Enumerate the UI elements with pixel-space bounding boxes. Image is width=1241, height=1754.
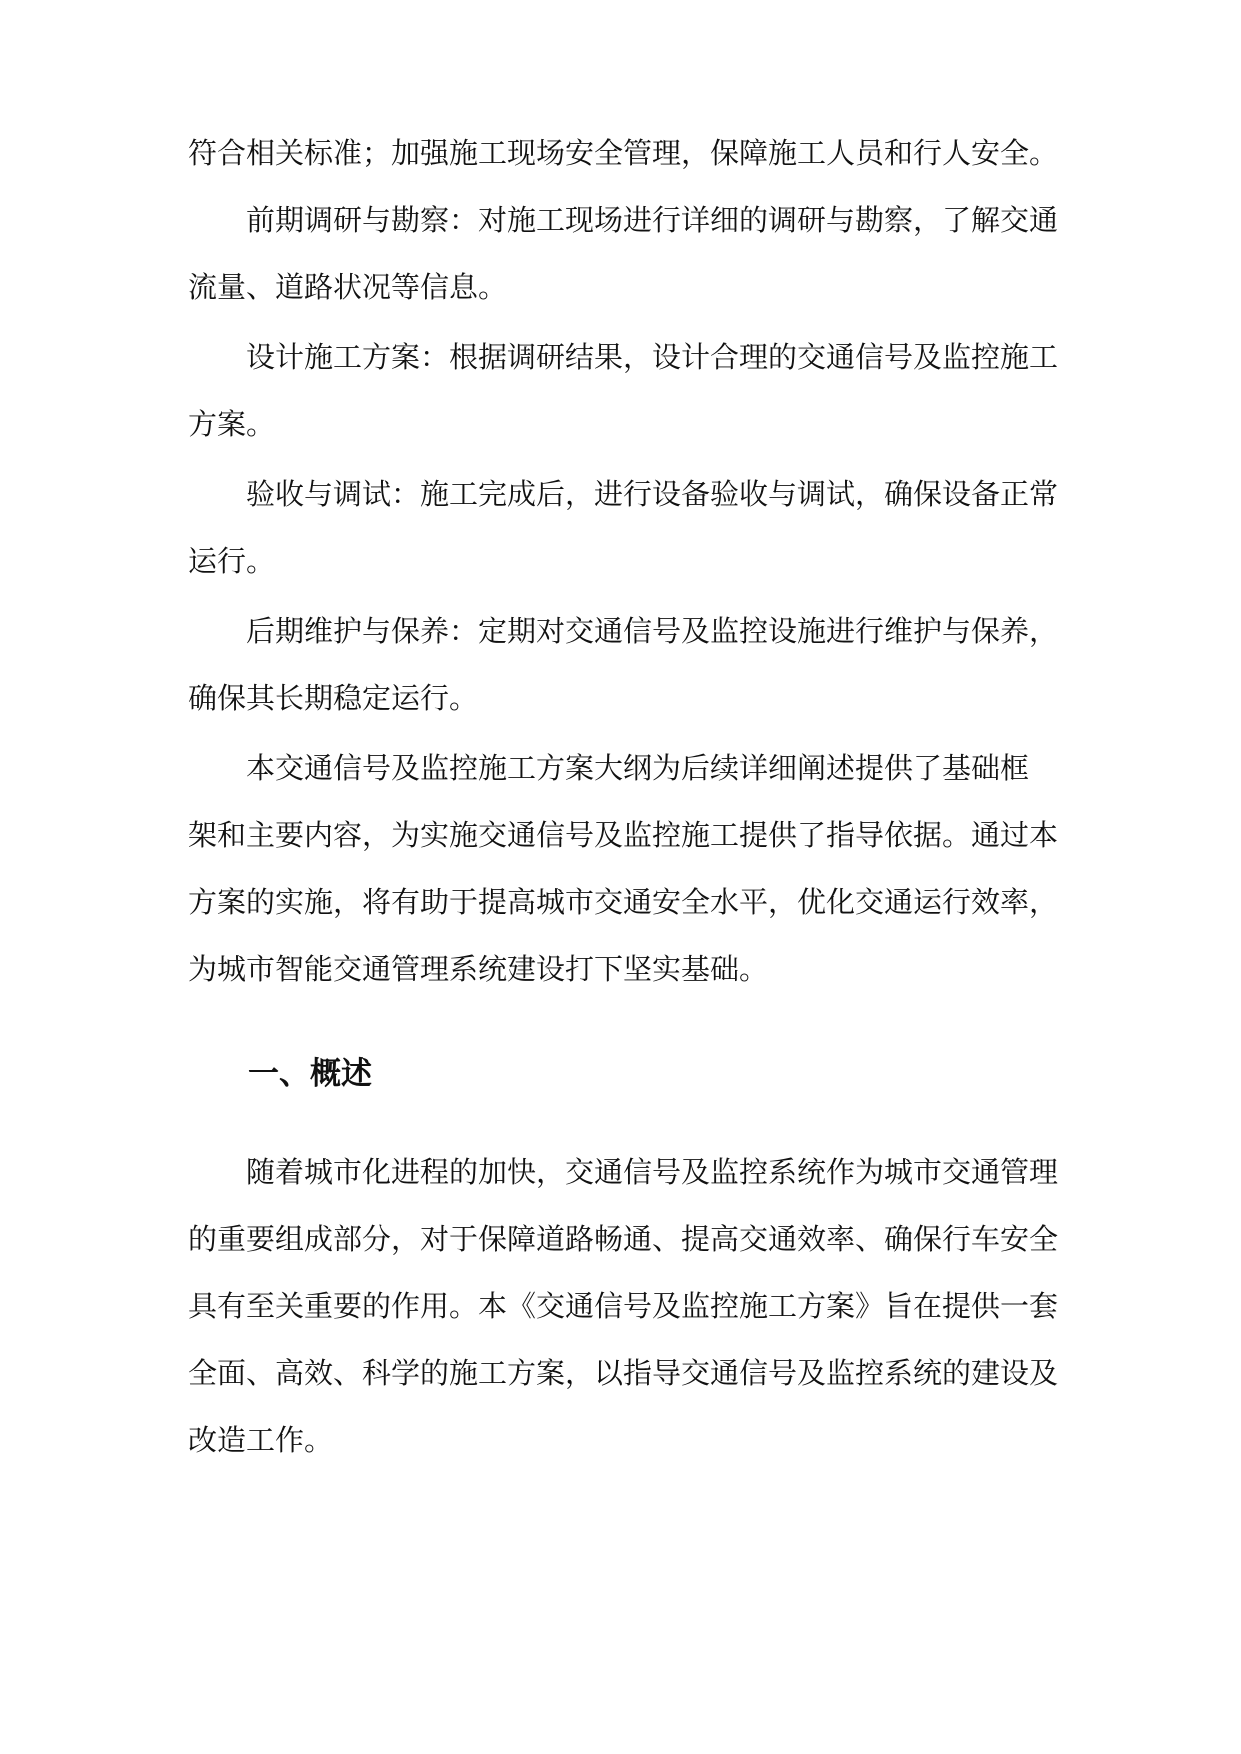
paragraph-line: 设计施工方案：根据调研结果，设计合理的交通信号及监控施工 bbox=[246, 340, 1059, 374]
paragraph-line: 全面、高效、科学的施工方案，以指导交通信号及监控系统的建设及 bbox=[188, 1356, 1059, 1390]
paragraph-line: 随着城市化进程的加快，交通信号及监控系统作为城市交通管理 bbox=[246, 1155, 1059, 1189]
paragraph-line: 运行。 bbox=[188, 544, 276, 578]
paragraph-line: 后期维护与保养：定期对交通信号及监控设施进行维护与保养， bbox=[246, 614, 1059, 648]
paragraph-line: 的重要组成部分，对于保障道路畅通、提高交通效率、确保行车安全 bbox=[188, 1222, 1059, 1256]
section-heading: 一、概述 bbox=[248, 1056, 372, 1092]
paragraph-line: 符合相关标准；加强施工现场安全管理，保障施工人员和行人安全。 bbox=[188, 136, 1059, 170]
paragraph-line: 方案的实施，将有助于提高城市交通安全水平，优化交通运行效率， bbox=[188, 885, 1059, 919]
paragraph-line: 流量、道路状况等信息。 bbox=[188, 270, 508, 304]
paragraph-line: 确保其长期稳定运行。 bbox=[188, 681, 479, 715]
paragraph-line: 验收与调试：施工完成后，进行设备验收与调试，确保设备正常 bbox=[246, 477, 1059, 511]
paragraph-line: 架和主要内容，为实施交通信号及监控施工提供了指导依据。通过本 bbox=[188, 818, 1059, 852]
paragraph-line: 方案。 bbox=[188, 407, 276, 441]
paragraph-line: 为城市智能交通管理系统建设打下坚实基础。 bbox=[188, 952, 769, 986]
paragraph-line: 具有至关重要的作用。本《交通信号及监控施工方案》旨在提供一套 bbox=[188, 1289, 1059, 1323]
paragraph-line: 改造工作。 bbox=[188, 1423, 334, 1457]
paragraph-line: 本交通信号及监控施工方案大纲为后续详细阐述提供了基础框 bbox=[246, 751, 1030, 785]
paragraph-line: 前期调研与勘察：对施工现场进行详细的调研与勘察，了解交通 bbox=[246, 203, 1059, 237]
